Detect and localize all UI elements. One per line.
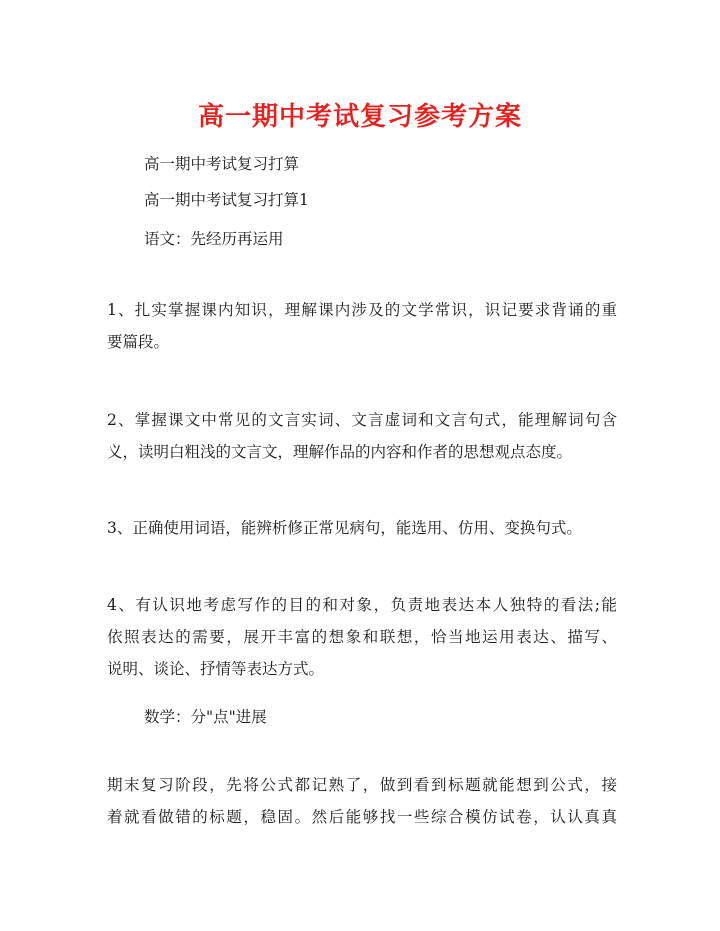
section-chinese-heading: 语文：先经历再运用: [144, 230, 284, 248]
item-3-line-1: 3、正确使用词语，能辨析修正常见病句，能选用、仿用、变换句式。: [107, 519, 582, 537]
item-4-line-1: 4、有认识地考虑写作的目的和对象，负责地表达本人独特的看法;能: [107, 596, 617, 614]
math-line-1: 期末复习阶段，先将公式都记熟了，做到看到标题就能想到公式，接: [107, 776, 617, 794]
item-2-paragraph: [107, 404, 617, 468]
item-3-paragraph: [107, 512, 617, 544]
item-1-paragraph: [107, 294, 617, 358]
subtitle-2: 高一期中考试复习打算1: [144, 191, 309, 209]
subtitle-1: 高一期中考试复习打算: [144, 155, 300, 173]
item-4-line-3: 说明、谈论、抒情等表达方式。: [107, 660, 325, 678]
math-paragraph: [107, 769, 617, 833]
math-line-2: 着就看做错的标题，稳固。然后能够找一些综合模仿试卷，认认真真: [107, 808, 617, 826]
item-1-line-2: 要篇段。: [107, 333, 170, 351]
item-4-paragraph: [107, 589, 617, 685]
item-4-line-2: 依照表达的需要，展开丰富的想象和联想，恰当地运用表达、描写、: [107, 628, 617, 646]
item-1-line-1: 1、扎实掌握课内知识，理解课内涉及的文学常识，识记要求背诵的重: [107, 301, 617, 319]
section-math-heading: 数学：分"点"进展: [144, 708, 267, 726]
document-title: 高一期中考试复习参考方案: [197, 102, 522, 132]
item-2-line-1: 2、掌握课文中常见的文言实词、文言虚词和文言句式，能理解词句含: [107, 411, 617, 429]
item-2-line-2: 义，读明白粗浅的文言文，理解作品的内容和作者的思想观点态度。: [107, 443, 573, 461]
